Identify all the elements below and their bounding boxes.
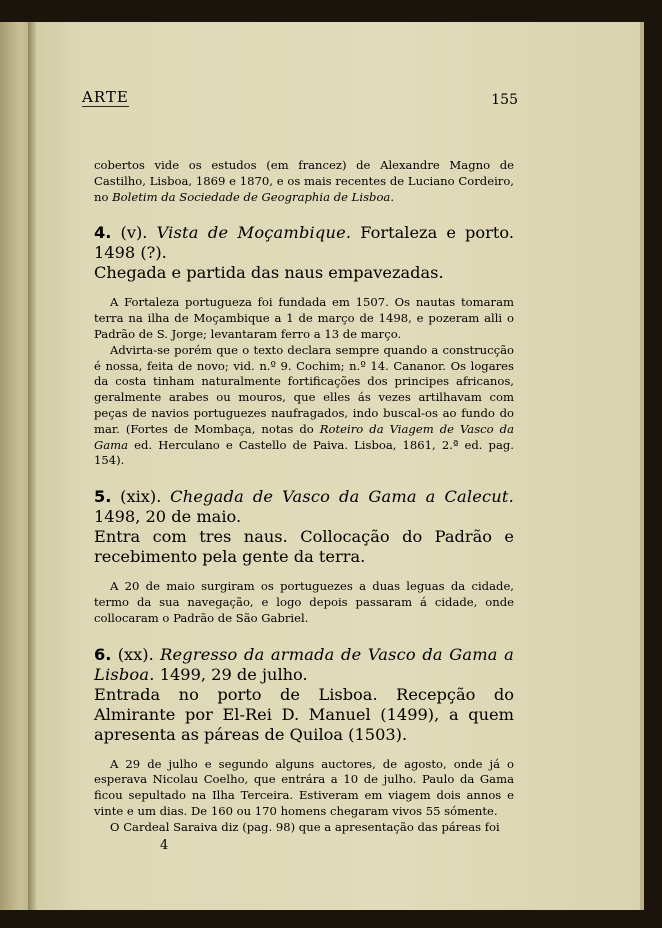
entry-note-italic: Roteiro da Viagem de Vasco da Gama <box>94 421 514 452</box>
entry-title-rest: 1498, 20 de maio. <box>94 507 242 527</box>
entry-note: A Fortaleza portugueza foi fundada em 1507. Os nautas tomaram terra na ilha de Moçambique a 1 de março de 1498, e pozeram alli o Padrão de S. Jorge; levantaram ferro a 13 de março. <box>94 295 514 341</box>
entry-title: Regresso da armada de Vasco da Gama a Lisboa. <box>94 644 514 684</box>
entry-heading <box>94 645 514 685</box>
entry-title-rest: 1499, 29 de julho. <box>154 664 308 684</box>
entry-number: 6. <box>94 644 112 664</box>
entry-note-text-end: ed. Herculano e Castello de Paiva. Lisboa, 1861, 2.ª ed. pag. 154). <box>94 437 514 468</box>
page-header <box>82 88 518 114</box>
continuation-text: cobertos vide os estudos (em francez) de Alexandre Magno de Castilho, Lisboa, 1869 e 1870, e os mais recentes de Luciano Cordeiro, no <box>94 158 514 204</box>
entry-note: O Cardeal Saraiva diz (pag. 98) que a apresentação das páreas foi <box>110 819 500 834</box>
entry-subtitle: Entrada no porto de Lisboa. Recepção do Almirante por El-Rei D. Manuel (1499), a quem apresenta as páreas de Quiloa (1503). <box>94 684 514 744</box>
entry-note-text: Advirta-se porém que o texto declara sempre quando a construcção é nossa, feita de novo; vid. n.º 9. Cochim; n.º 14. Cananor. Os logares da costa tinham naturalmente fortificações dos principes africanos, geralmente arabes ou mouros, que elles ás vezes artilhavam com peças de navios portuguezes naufragados, indo buscal-os ao fundo do mar. (Fortes de Mombaça, notas do <box>94 342 514 436</box>
entry-title-rest: Fortaleza e porto. 1498 (?). <box>94 223 514 263</box>
entry-note: A 20 de maio surgiram os portuguezes a duas leguas da cidade, termo da sua navegação, e logo depois passaram á cidade, onde collocaram o Padrão de São Gabriel. <box>94 579 514 625</box>
entry-number: 4. <box>94 223 112 243</box>
entry-roman: (xx). <box>117 644 154 664</box>
entry-heading <box>94 223 514 263</box>
entry-roman: (xix). <box>120 487 162 507</box>
page-number: 155 <box>491 92 518 108</box>
spacer <box>94 745 514 757</box>
page-edge <box>640 22 644 910</box>
entry-title: Vista de Moçambique. <box>156 223 352 243</box>
continuation-italic: Boletim da Sociedade de Geographia de Lisboa. <box>112 189 395 204</box>
entry-title: Chegada de Vasco da Gama a Calecut. <box>170 487 514 507</box>
entry-roman: (v). <box>120 223 148 243</box>
running-head: ARTE <box>82 88 129 106</box>
entry-note <box>94 343 514 469</box>
entry-heading <box>94 487 514 527</box>
spacer <box>94 567 514 579</box>
entry-subtitle: Entra com tres naus. Collocação do Padrão e recebimento pela gente da terra. <box>94 527 514 567</box>
entry-number: 5. <box>94 487 112 507</box>
entry-subtitle: Chegada e partida das naus empavezadas. <box>94 263 444 283</box>
spacer <box>94 283 514 295</box>
page-body <box>94 158 514 853</box>
entry-note: A 29 de julho e segundo alguns auctores, de agosto, onde já o esperava Nicolau Coelho, que entrára a 10 de julho. Paulo da Gama ficou sepultado na Ilha Terceira. Estiveram em viagem dois annos e vinte e um dias. De 160 ou 170 homens chegaram vivos 55 sómente. <box>94 756 514 818</box>
continuation-paragraph <box>94 158 514 205</box>
signature-mark: 4 <box>160 837 169 853</box>
